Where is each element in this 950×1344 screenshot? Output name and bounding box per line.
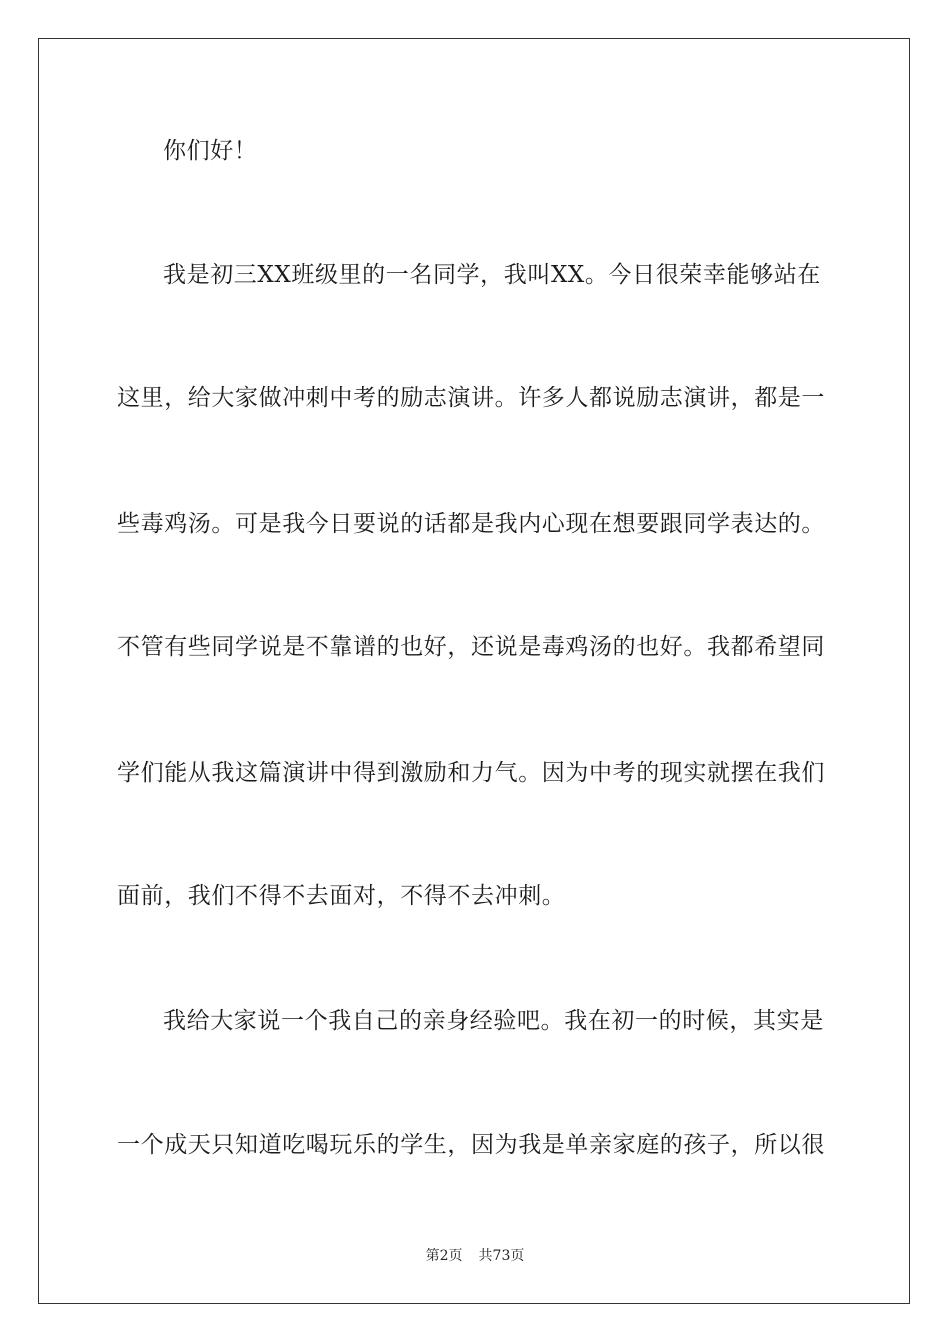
total-pages: 共73页 — [478, 1248, 525, 1264]
greeting-line: 你们好！ — [163, 138, 258, 164]
paragraph-1-line-4: 不管有些同学说是不靠谱的也好，还说是毒鸡汤的也好。我都希望同 — [117, 634, 825, 660]
paragraph-1-line-1: 我是初三XX班级里的一名同学，我叫XX。今日很荣幸能够站在 — [163, 262, 821, 288]
paragraph-1-line-2: 这里，给大家做冲刺中考的励志演讲。许多人都说励志演讲，都是一 — [117, 385, 825, 411]
paragraph-2-line-2: 一个成天只知道吃喝玩乐的学生，因为我是单亲家庭的孩子，所以很 — [117, 1132, 825, 1158]
page-footer — [0, 1246, 950, 1266]
paragraph-1-line-5: 学们能从我这篇演讲中得到激励和力气。因为中考的现实就摆在我们 — [117, 760, 825, 786]
paragraph-1-line-3: 些毒鸡汤。可是我今日要说的话都是我内心现在想要跟同学表达的。 — [117, 511, 825, 537]
page-border — [38, 38, 910, 1304]
paragraph-2-line-1: 我给大家说一个我自己的亲身经验吧。我在初一的时候，其实是 — [163, 1008, 824, 1034]
paragraph-1-line-6: 面前，我们不得不去面对，不得不去冲刺。 — [117, 883, 566, 909]
page-number: 第2页 — [425, 1248, 463, 1264]
